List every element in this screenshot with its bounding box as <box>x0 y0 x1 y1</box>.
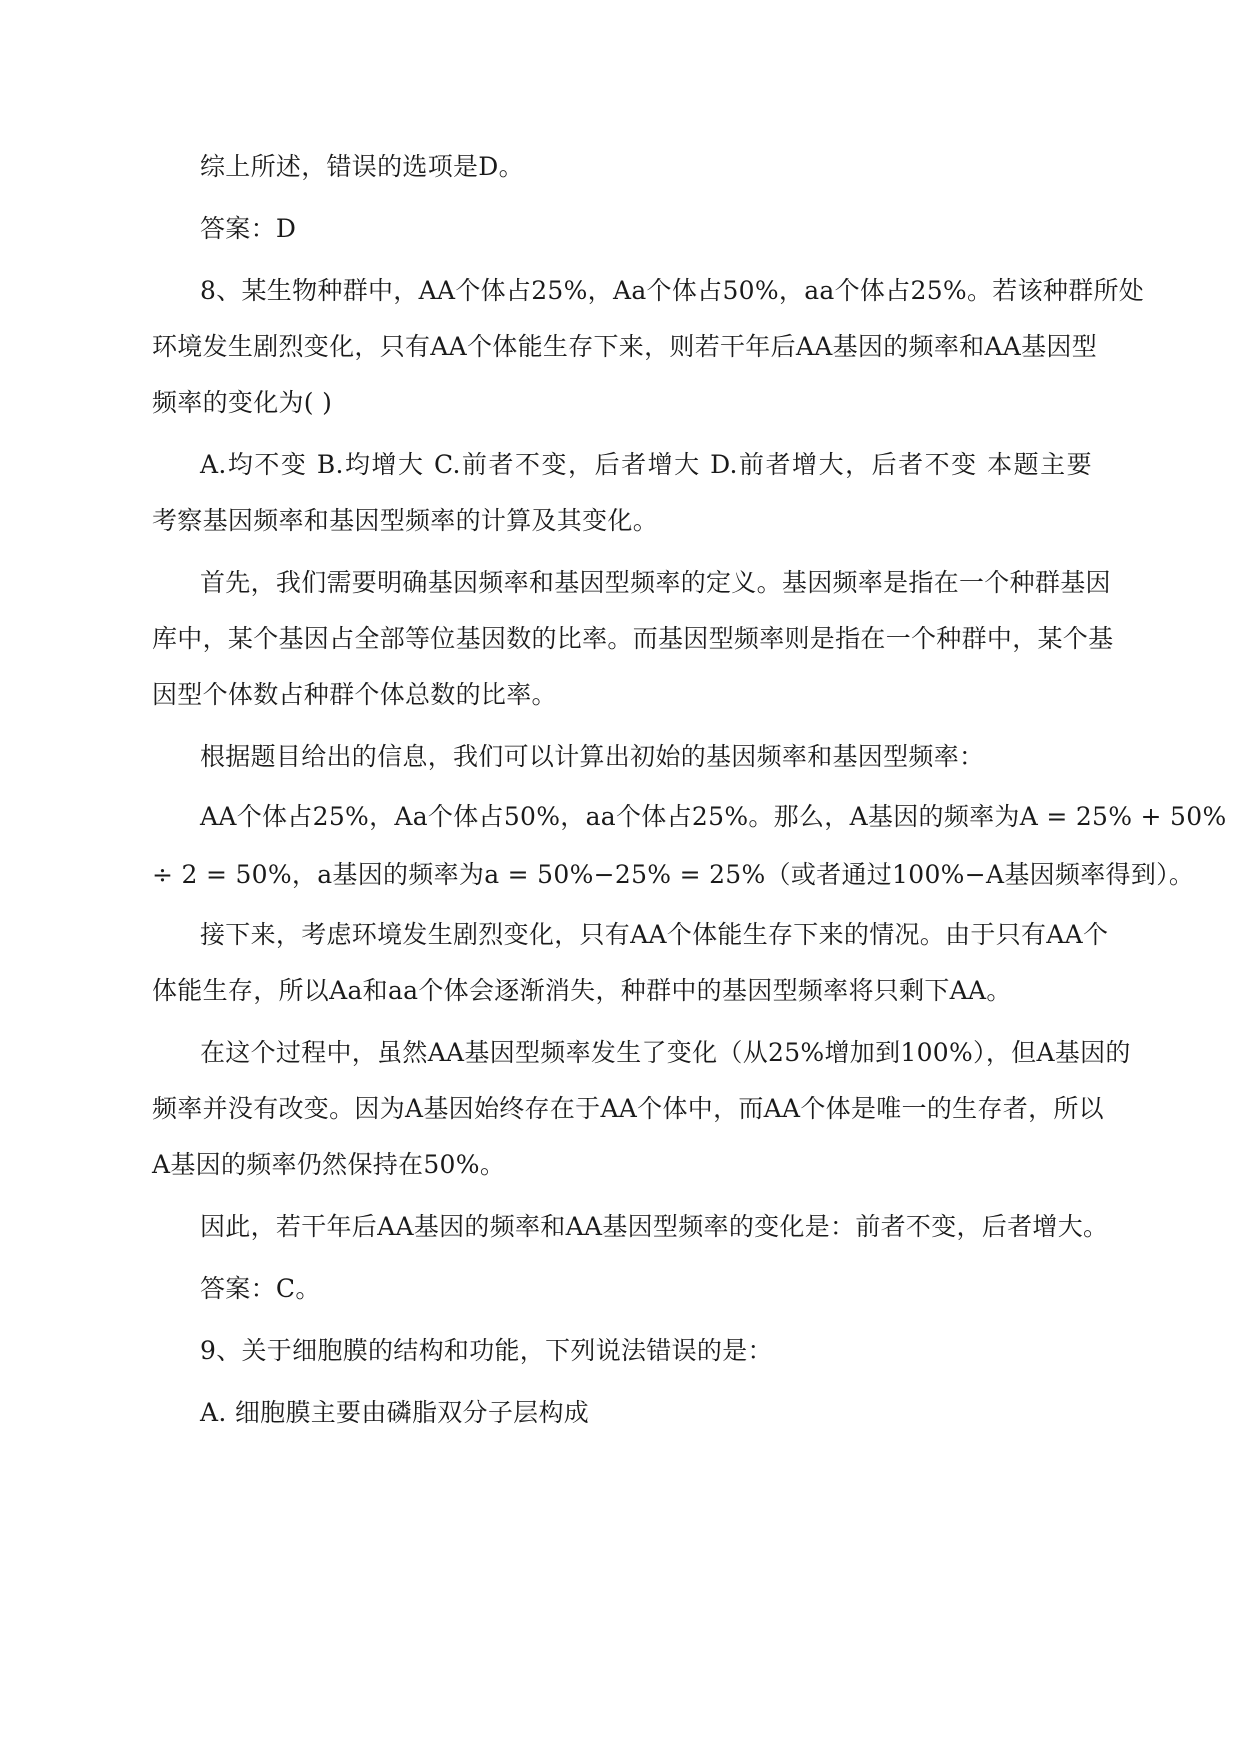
question-9-option-a: A. 细胞膜主要由磷脂双分子层构成 <box>200 1398 590 1427</box>
answer-7: 答案：D <box>200 214 297 243</box>
definition-line-2: 库中，某个基因占全部等位基因数的比率。而基因型频率则是指在一个种群中，某个基 <box>152 624 1114 653</box>
question-8-line-3: 频率的变化为( ) <box>152 388 333 417</box>
final-conclusion: 因此，若干年后AA基因的频率和AA基因型频率的变化是：前者不变，后者增大。 <box>200 1212 1109 1241</box>
question-8-line-2: 环境发生剧烈变化，只有AA个体能生存下来，则若干年后AA基因的频率和AA基因型 <box>152 332 1098 361</box>
definition-line-1: 首先，我们需要明确基因频率和基因型频率的定义。基因频率是指在一个种群基因 <box>200 568 1111 597</box>
process-line-2: 频率并没有改变。因为A基因始终存在于AA个体中，而AA个体是唯一的生存者，所以 <box>152 1094 1104 1123</box>
selection-line-2: 体能生存，所以Aa和aa个体会逐渐消失，种群中的基因型频率将只剩下AA。 <box>152 976 1012 1005</box>
calculation-intro: 根据题目给出的信息，我们可以计算出初始的基因频率和基因型频率： <box>200 742 985 771</box>
question-8-line-1: 8、某生物种群中，AA个体占25%，Aa个体占50%，aa个体占25%。若该种群所处 <box>200 276 1145 305</box>
answer-8: 答案：C。 <box>200 1274 321 1303</box>
calculation-line-2: ÷ 2 = 50%，a基因的频率为a = 50%−25% = 25%（或者通过100%−A基因频率得到）。 <box>152 860 1195 889</box>
question-9: 9、关于细胞膜的结构和功能，下列说法错误的是： <box>200 1336 773 1365</box>
process-line-1: 在这个过程中，虽然AA基因型频率发生了变化（从25%增加到100%），但A基因的 <box>200 1038 1131 1067</box>
definition-line-3: 因型个体数占种群个体总数的比率。 <box>152 680 557 709</box>
conclusion-line: 综上所述，错误的选项是D。 <box>200 152 524 181</box>
process-line-3: A基因的频率仍然保持在50%。 <box>152 1150 506 1179</box>
analysis-intro: 考察基因频率和基因型频率的计算及其变化。 <box>152 506 659 535</box>
selection-line-1: 接下来，考虑环境发生剧烈变化，只有AA个体能生存下来的情况。由于只有AA个 <box>200 920 1109 949</box>
calculation-line-1: AA个体占25%，Aa个体占50%，aa个体占25%。那么，A基因的频率为A = 25% + 50% <box>200 802 1227 831</box>
question-8-options: A.均不变 B.均增大 C.前者不变，后者增大 D.前者增大，后者不变 本题主要 <box>200 450 1092 479</box>
